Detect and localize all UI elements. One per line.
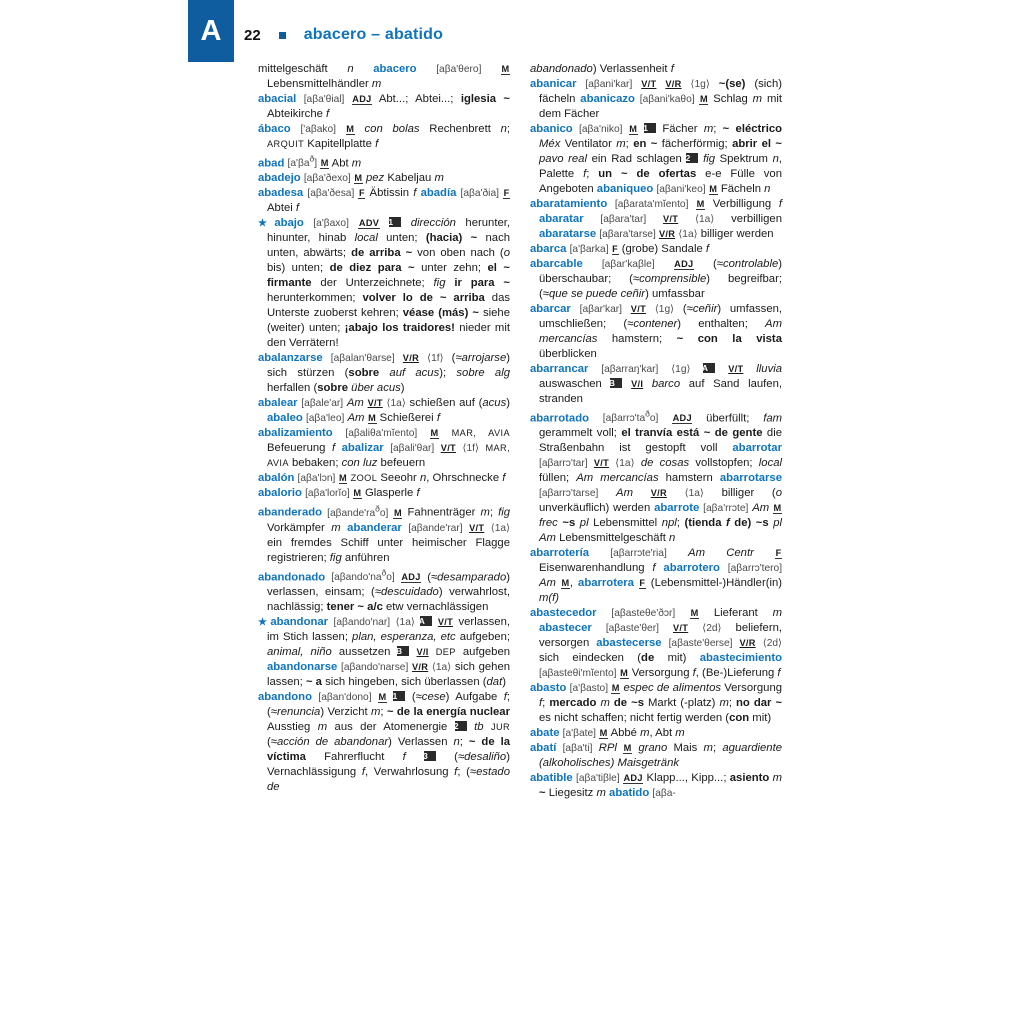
- dictionary-entry: abadesa [aβa'ðesa] F Äbtissin f abadía [aβa'ðia] F Abtei f: [258, 187, 510, 215]
- dictionary-entry: abalear [aβale'ar] Am V/T ⟨1a⟩ schießen auf (acus) abaleo [aβa'leo] Am M Schießerei f: [258, 397, 510, 425]
- dictionary-entry: abatí [aβa'ti] RPl M grano Mais m; aguardiente (alkoholisches) Maisgetränk: [530, 742, 782, 770]
- dictionary-entry: abarrancar [aβarraŋ'kar] ⟨1g⟩ A V/T lluvia auswaschen B V/I barco auf Sand laufen, stranden: [530, 363, 783, 405]
- dictionary-entry: abaratamiento [aβarata'mĭento] M Verbilligung f abaratar [aβara'tar] V/T ⟨1a⟩ verbilligen abaratarse [aβara'tarse] V/R ⟨1a⟩ billiger werden: [530, 198, 782, 240]
- dictionary-entry: abarcar [aβar'kar] V/T ⟨1g⟩ (≈ceñir) umfassen, umschließen; (≈contener) enthalten; Am mercancías hamstern; ~ con la vista überblicken: [530, 303, 783, 360]
- dictionary-entry: abarrotería [aβarrɔte'ria] Am Centr F Eisenwarenhandlung f abarrotero [aβarrɔ'tero] Am M, abarrotera F (Lebensmittel-)Händler(in) m(f): [530, 547, 783, 605]
- dictionary-entry: abalorio [aβa'lorĭo] M Glasperle f: [258, 487, 420, 500]
- dictionary-entry: abandonado $[a\beta ando'na^ðo]$ ADJ (≈desamparado) verlassen, einsam; (≈descuidado) verwahrlost, nachlässig; tener ~ a/c etw vernachlässigen: [258, 567, 511, 614]
- column-right: [530, 62, 782, 801]
- dictionary-entry: abarca [a'βarka] F (grobe) Sandale f: [530, 243, 710, 255]
- dictionary-entry: abarcable [aβar'kaβle] ADJ (≈controlable) überschaubar; (≈comprensible) begreifbar; (≈que se puede ceñir) umfassbar: [530, 258, 783, 300]
- letter-tab: A: [188, 0, 234, 62]
- column-left: [258, 62, 510, 795]
- dictionary-entry: abacial [aβa'θial] ADJ Abt...; Abtei...; iglesia ~ Abteikirche f: [258, 93, 511, 120]
- dictionary-entry: abandono [aβan'dono] M 1 (≈cese) Aufgabe f; (≈renuncia) Verzicht m; ~ de la energía nuclear Ausstieg m aus der Atomenergie 2 tb JUR (≈acción de abandonar) Verlassen n; ~ de la víctima Fahrerflucht f 3 (≈desaliño) Vernachlässigung f, Verwahrlosung f; (≈estado de: [258, 691, 511, 794]
- dictionary-entry: ★abajo [a'βaxo] ADV 1 dirección herunter, hinunter, hinab local unten; (hacia) ~ nach unten, abwärts; de arriba ~ von oben nach (o bis) unten; de diez para ~ unter zehn; el ~ firmante der Unterzeichnete; fig ir para ~ herunterkommen; volver lo de ~ arriba das Unterste zuoberst kehren; véase (más) ~ siehe (weiter) unten; ¡abajo los traidores! nieder mit den Verrätern!: [258, 217, 511, 350]
- dictionary-entry: abad $[a'\beta a^ð]$ M Abt m: [258, 154, 362, 170]
- dictionary-entry: abatible [aβa'tiβle] ADJ Klapp..., Kipp...; asiento m ~ Liegesitz m abatido [aβa-: [530, 772, 783, 800]
- page-number: 22: [244, 26, 261, 44]
- dictionary-entry: abandonado) Verlassenheit f: [530, 63, 674, 75]
- header-separator-icon: [279, 32, 286, 39]
- dictionary-entry: abate [a'βate] M Abbé m, Abt m: [530, 727, 685, 740]
- dictionary-entry: abarrotado $[a\beta arrɔ'ta^ðo]$ ADJ überfüllt; fam gerammelt voll; el tranvía está ~ de gente die Straßenbahn ist gestopft voll abarrotar [aβarrɔ'tar] V/T ⟨1a⟩ de cosas vollstopfen; local füllen; Am mercancías hamstern abarrotarse [aβarrɔ'tarse] Am V/R ⟨1a⟩ billiger (o unverkäuflich) werden abarrote [aβa'rrɔte] Am M frec ~s pl Lebensmittel npl; (tienda f de) ~s pl Am Lebensmittelgeschäft n: [530, 409, 783, 545]
- dictionary-entry: ábaco ['aβako] M con bolas Rechenbrett n; ARQUIT Kapitellplatte f: [258, 123, 511, 150]
- dictionary-entry: abanico [aβa'niko] M 1 Fächer m; ~ eléctrico Méx Ventilator m; en ~ fächerförmig; abrir el ~ pavo real ein Rad schlagen 2 fig Spektrum n, Palette f; un ~ de ofertas e-e Fülle von Angeboten abaniqueo [aβani'keo] M Fächeln n: [530, 123, 783, 195]
- dictionary-entry: abasto [a'βasto] M espec de alimentos Versorgung f; mercado m de ~s Markt (-platz) m; no dar ~ es nicht schaffen; nicht fertig werden (con mit): [530, 682, 783, 725]
- dictionary-entry: abanderado $[a\beta ande'ra^ðo]$ M Fahnenträger m; fig Vorkämpfer m abanderar [aβande'rar] V/T ⟨1a⟩ ein fremdes Schiff unter heimischer Flagge registrieren; fig anführen: [258, 503, 511, 564]
- dictionary-entry: abalanzarse [aβalan'θarse] V/R ⟨1f⟩ (≈arrojarse) sich stürzen (sobre auf acus); sobre alg herfallen (sobre über acus): [258, 352, 510, 395]
- dictionary-entry: abastecedor [aβasteθe'ðɔr] M Lieferant m abastecer [aβaste'θer] V/T ⟨2d⟩ beliefern, versorgen abastecerse [aβaste'θerse] V/R ⟨2d⟩ sich eindecken (de mit) abastecimiento [aβasteθi'mĭento] M Versorgung f, (Be-)Lieferung f: [530, 607, 783, 680]
- dictionary-entry: abalón [aβa'lɔn] M ZOOL Seeohr n, Ohrschnecke f: [258, 472, 506, 485]
- page-header: [244, 20, 804, 50]
- dictionary-entry: abanicar [aβani'kar] V/T V/R ⟨1g⟩ ~(se) (sich) fächeln abanicazo [aβani'kaθo] M Schlag m mit dem Fächer: [530, 78, 783, 120]
- dictionary-entry: mittelgeschäft n abacero [aβa'θero] M Lebensmittelhändler m: [258, 63, 510, 90]
- dictionary-entry: abalizamiento [aβaliθa'mĭento] M MAR, AVIA Befeuerung f abalizar [aβali'θar] V/T ⟨1f⟩ MAR, AVIA bebaken; con luz befeuern: [258, 427, 511, 470]
- dictionary-entry: ★abandonar [aβando'nar] ⟨1a⟩ A V/T verlassen, im Stich lassen; plan, esperanza, etc aufgeben; animal, niño aussetzen B V/I DEP aufgeben abandonarse [aβando'narse] V/R ⟨1a⟩ sich gehen lassen; ~ a sich hingeben, sich überlassen (dat): [258, 616, 511, 689]
- dictionary-entry: abadejo [aβa'ðexo] M pez Kabeljau m: [258, 172, 444, 185]
- running-head: abacero – abatido: [303, 26, 444, 43]
